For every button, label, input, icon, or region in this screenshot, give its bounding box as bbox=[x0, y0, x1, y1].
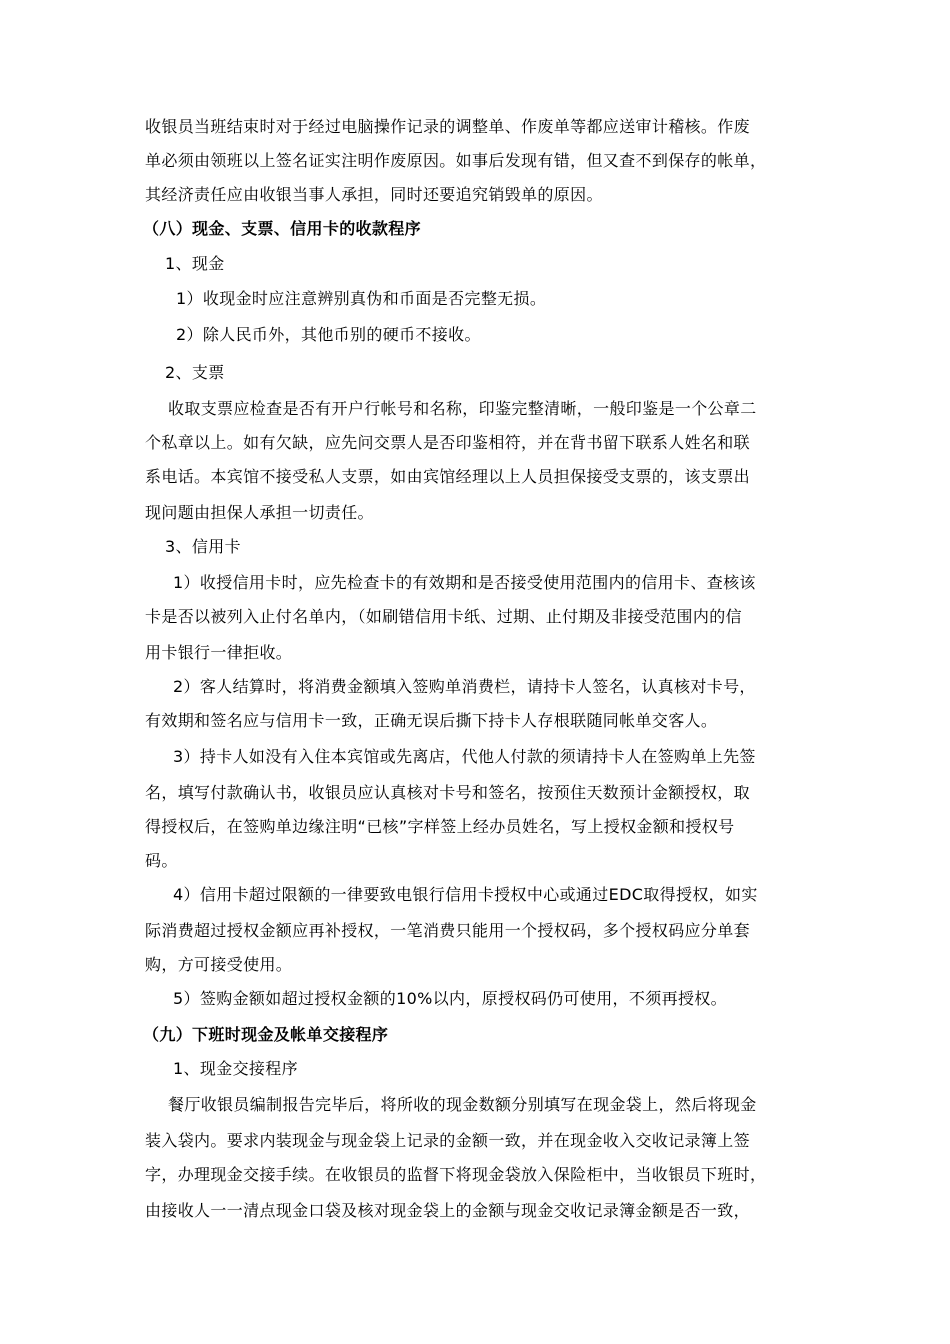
list-item: 2）客人结算时，将消费金额填入签购单消费栏，请持卡人签名，认真核对卡号， bbox=[173, 677, 756, 696]
section-heading: （九）下班时现金及帐单交接程序 bbox=[143, 1025, 389, 1044]
list-item: 3）持卡人如没有入住本宾馆或先离店，代他人付款的须请持卡人在签购单上先签 bbox=[173, 747, 756, 766]
list-item: 4）信用卡超过限额的一律要致电银行信用卡授权中心或通过EDC取得授权，如实 bbox=[173, 885, 758, 904]
subheading-line: 3、信用卡 bbox=[165, 537, 241, 556]
paragraph-line: 装入袋内。要求内装现金与现金袋上记录的金额一致，并在现金收入交收记录簿上签 bbox=[145, 1131, 750, 1150]
paragraph-line: 收取支票应检查是否有开户行帐号和名称，印鉴完整清晰，一般印鉴是一个公章二 bbox=[168, 399, 757, 418]
paragraph-line: 际消费超过授权金额应再补授权，一笔消费只能用一个授权码，多个授权码应分单套 bbox=[145, 921, 750, 940]
paragraph-line: 卡是否以被列入止付名单内，（如刷错信用卡纸、过期、止付期及非接受范围内的信 bbox=[145, 607, 742, 626]
paragraph-line: 购，方可接受使用。 bbox=[145, 955, 293, 974]
paragraph-line: 有效期和签名应与信用卡一致，正确无误后撕下持卡人存根联随同帐单交客人。 bbox=[145, 711, 718, 730]
list-item: 5）签购金额如超过授权金额的10%以内，原授权码仍可使用，不须再授权。 bbox=[173, 989, 727, 1008]
paragraph-line: 单必须由领班以上签名证实注明作废原因。如事后发现有错，但又查不到保存的帐单， bbox=[145, 151, 767, 170]
section-heading: （八）现金、支票、信用卡的收款程序 bbox=[143, 219, 421, 238]
list-item: 1）收授信用卡时，应先检查卡的有效期和是否接受使用范围内的信用卡、查核该 bbox=[173, 573, 756, 592]
paragraph-line: 现问题由担保人承担一切责任。 bbox=[145, 503, 374, 522]
paragraph-line: 字，办理现金交接手续。在收银员的监督下将现金袋放入保险柜中，当收银员下班时， bbox=[145, 1165, 767, 1184]
subheading-line: 1、现金交接程序 bbox=[173, 1059, 298, 1078]
paragraph-line: 码。 bbox=[145, 851, 178, 870]
subheading-line: 2、支票 bbox=[165, 363, 225, 382]
paragraph-line: 名，填写付款确认书，收银员应认真核对卡号和签名，按预住天数预计金额授权，取 bbox=[145, 783, 750, 802]
list-item: 1）收现金时应注意辨别真伪和币面是否完整无损。 bbox=[176, 289, 547, 308]
list-item: 2）除人民币外，其他币别的硬币不接收。 bbox=[176, 325, 481, 344]
paragraph-line: 餐厅收银员编制报告完毕后，将所收的现金数额分别填写在现金袋上，然后将现金 bbox=[168, 1095, 757, 1114]
paragraph-line: 得授权后，在签购单边缘注明“已核”字样签上经办员姓名，写上授权金额和授权号 bbox=[145, 817, 735, 836]
paragraph-line: 收银员当班结束时对于经过电脑操作记录的调整单、作废单等都应送审计稽核。作废 bbox=[145, 117, 750, 136]
paragraph-line: 个私章以上。如有欠缺，应先问交票人是否印鉴相符，并在背书留下联系人姓名和联 bbox=[145, 433, 750, 452]
paragraph-line: 用卡银行一律拒收。 bbox=[145, 643, 293, 662]
paragraph-line: 系电话。本宾馆不接受私人支票，如由宾馆经理以上人员担保接受支票的，该支票出 bbox=[145, 467, 750, 486]
paragraph-line: 其经济责任应由收银当事人承担，同时还要追究销毁单的原因。 bbox=[145, 185, 603, 204]
subheading-line: 1、现金 bbox=[165, 254, 225, 273]
paragraph-line: 由接收人一一清点现金口袋及核对现金袋上的金额与现金交收记录簿金额是否一致， bbox=[145, 1201, 750, 1220]
